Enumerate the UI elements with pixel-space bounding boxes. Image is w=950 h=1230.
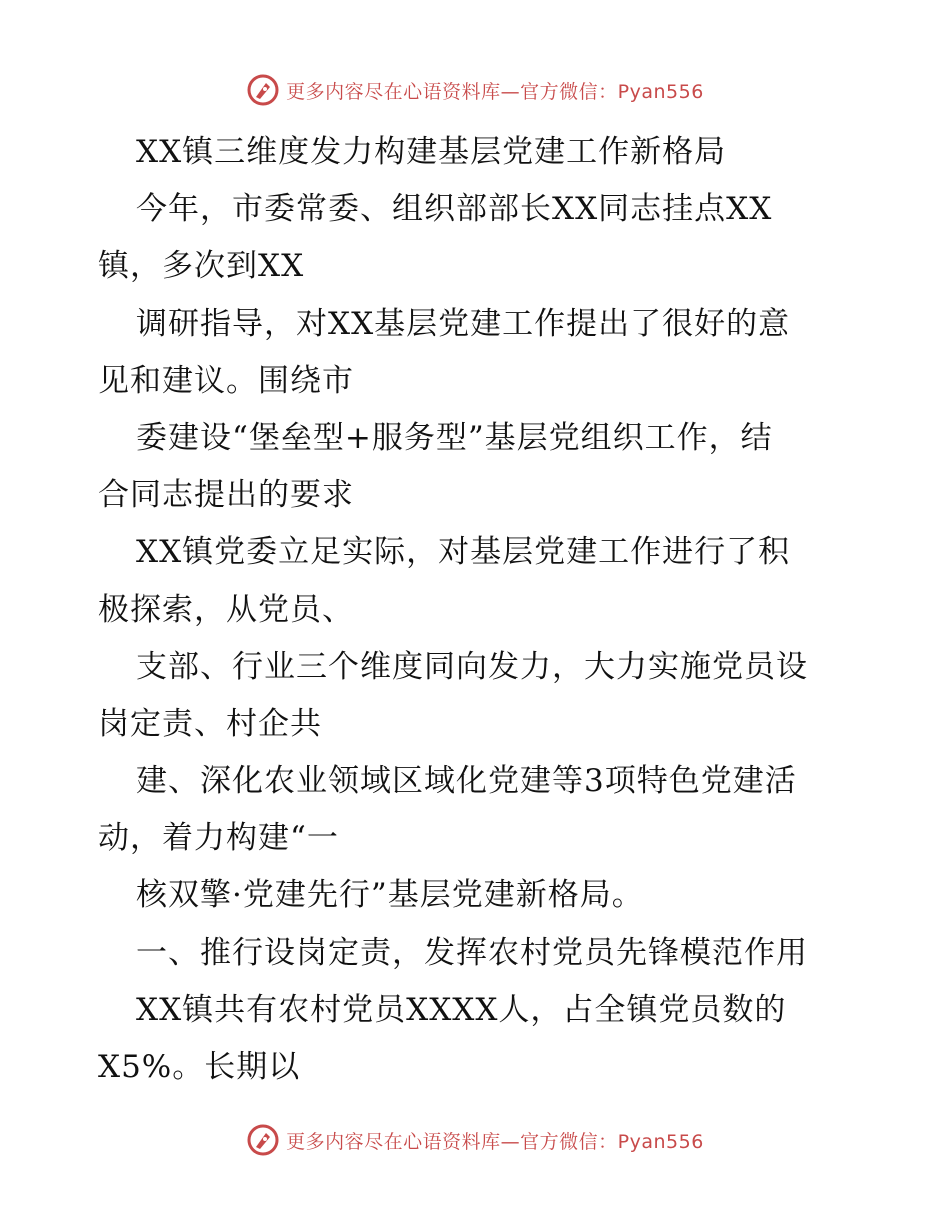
paragraph-line: 调研指导，对XX基层党建工作提出了很好的意: [136, 305, 791, 342]
paragraph-line: 核双擎·党建先行”基层党建新格局。: [136, 877, 644, 914]
paragraph-line: 极探索，从党员、: [98, 591, 354, 628]
paragraph-line: 动，着力构建“一: [98, 820, 339, 857]
section-heading: 一、推行设岗定责，发挥农村党员先锋模范作用: [136, 934, 808, 971]
paragraph-line: X5%。长期以: [98, 1049, 301, 1085]
header-watermark: [0, 70, 950, 110]
paragraph-line: XX镇党委立足实际，对基层党建工作进行了积: [136, 534, 791, 571]
document-title: XX镇三维度发力构建基层党建工作新格局: [136, 134, 727, 170]
paragraph-line: 见和建议。围绕市: [98, 362, 354, 399]
watermark-text: 更多内容尽在心语资料库—官方微信：Pyan556: [286, 1130, 704, 1153]
document-body: [98, 124, 868, 1096]
paragraph-line: 合同志提出的要求: [98, 477, 354, 514]
paragraph-line: 今年，市委常委、组织部部长XX同志挂点XX: [136, 191, 773, 228]
paragraph-line: 委建设“堡垒型+服务型”基层党组织工作，结: [136, 419, 773, 456]
paragraph-line: 岗定责、村企共: [98, 705, 322, 742]
paragraph-line: 建、深化农业领域区域化党建等3项特色党建活: [136, 763, 797, 800]
paragraph-line: 镇，多次到XX: [98, 248, 305, 285]
pen-nib-logo-icon: [246, 73, 280, 107]
footer-watermark: [0, 1120, 950, 1160]
watermark-text: 更多内容尽在心语资料库—官方微信：Pyan556: [286, 80, 704, 103]
paragraph-line: XX镇共有农村党员XXXX人，占全镇党员数的: [136, 991, 787, 1028]
paragraph-line: 支部、行业三个维度同向发力，大力实施党员设: [136, 648, 808, 685]
pen-nib-logo-icon: [246, 1123, 280, 1157]
